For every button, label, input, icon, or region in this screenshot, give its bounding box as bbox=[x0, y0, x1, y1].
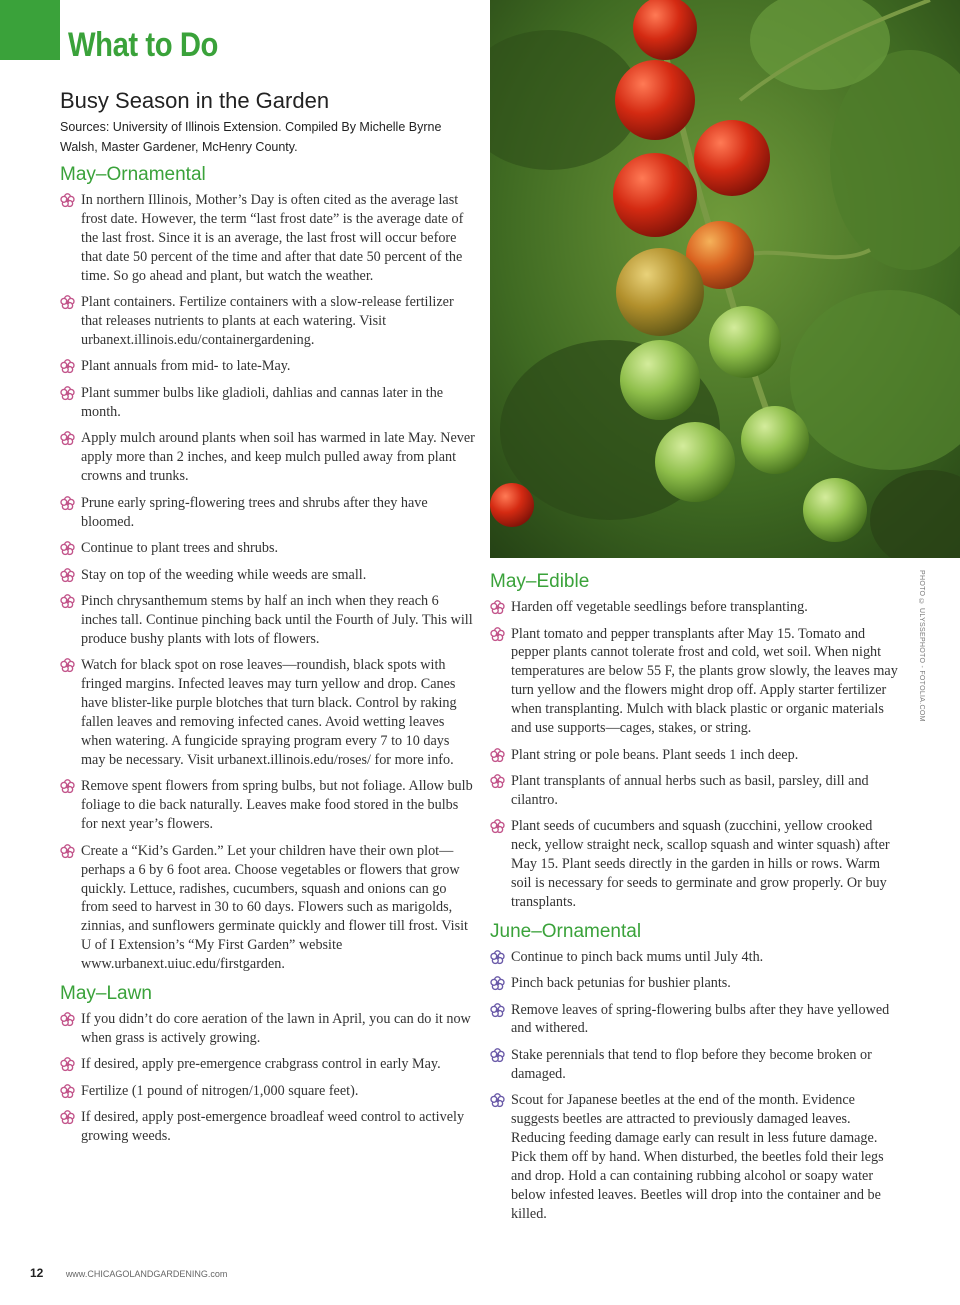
flower-bullet-icon bbox=[490, 1048, 505, 1063]
list-item-text: Pinch back petunias for bushier plants. bbox=[511, 975, 731, 992]
flower-bullet-icon bbox=[490, 1003, 505, 1018]
list-item-text: Remove leaves of spring-flowering bulbs after they have yellowed and withered. bbox=[511, 1001, 890, 1037]
right-column bbox=[490, 570, 900, 1231]
list-item-text: Stay on top of the weeding while weeds are small. bbox=[81, 566, 367, 583]
list-item-text: Plant seeds of cucumbers and squash (zucchini, yellow crooked neck, yellow straight neck, scallop squash and winter squash) after May 15. Plant seeds directly in the garden in hills or rows. Warm soil is necessary for seeds to germinate and grow properly. Or buy transplants. bbox=[511, 818, 890, 911]
list-item-text: Watch for black spot on rose leaves—roundish, black spots with fringed margins. Infected leaves may turn yellow and drop. Canes have blister-like purple blotches that turn black. Control by raking fallen leaves and removing infected canes. Avoid wetting leaves when watering. A fungicide spraying program every 7 to 10 days may be necessary. Visit urbanext.illinois.edu/roses/ for more info. bbox=[81, 657, 457, 768]
list-item bbox=[60, 1010, 475, 1048]
list-item-text: Prune early spring-flowering trees and shrubs after they have bloomed. bbox=[81, 494, 428, 530]
list-item-text: Plant containers. Fertilize containers with a slow-release fertilizer that releases nutrients to plants at each watering. Visit urbanext.illinois.edu/containergardening. bbox=[81, 294, 454, 348]
list-item bbox=[60, 592, 475, 649]
section-heading-may-ornamental: May–Ornamental bbox=[60, 164, 206, 185]
flower-bullet-icon bbox=[60, 359, 75, 374]
section-heading-june-ornamental: June–Ornamental bbox=[490, 920, 642, 942]
flower-bullet-icon bbox=[490, 748, 505, 763]
flower-bullet-icon bbox=[60, 431, 75, 446]
flower-bullet-icon bbox=[490, 976, 505, 991]
list-item bbox=[60, 191, 475, 286]
flower-bullet-icon bbox=[60, 779, 75, 794]
list-item-text: Fertilize (1 pound of nitrogen/1,000 square feet). bbox=[81, 1082, 359, 1099]
list-item bbox=[60, 566, 475, 585]
list-item bbox=[490, 1091, 900, 1223]
list-item bbox=[60, 656, 475, 769]
list-item bbox=[60, 1108, 475, 1146]
flower-bullet-icon bbox=[60, 1084, 75, 1099]
section-heading-may-edible: May–Edible bbox=[490, 571, 590, 592]
list-may-lawn bbox=[60, 1010, 475, 1146]
list-item bbox=[60, 539, 475, 558]
article-title: Busy Season in the Garden bbox=[60, 88, 330, 113]
list-item bbox=[490, 625, 900, 738]
flower-bullet-icon bbox=[490, 774, 505, 789]
tomato-photo bbox=[490, 0, 960, 558]
list-item-text: Plant tomato and pepper transplants after May 15. Tomato and pepper plants cannot tolerate frost and cold, wet soil. When night temperatures are below 55 F, the plants grow slowly, the leaves may turn yellow and the flowers might drop off. Apply starter fertilizer when transplanting. Mulch with black plastic or organic materials and use supports—cages, stakes, or string. bbox=[511, 625, 898, 737]
list-may-edible bbox=[490, 598, 900, 912]
list-item bbox=[60, 777, 475, 834]
flower-bullet-icon bbox=[60, 658, 75, 673]
list-item-text: If desired, apply post-emergence broadleaf weed control to actively growing weeds. bbox=[81, 1109, 465, 1144]
list-item-text: If you didn’t do core aeration of the lawn in April, you can do it now when grass is actively growing. bbox=[81, 1010, 471, 1046]
list-item bbox=[490, 772, 900, 810]
flower-bullet-icon bbox=[60, 295, 75, 310]
list-may-ornamental bbox=[60, 191, 475, 974]
flower-bullet-icon bbox=[60, 1057, 75, 1072]
list-june-ornamental bbox=[490, 948, 900, 1224]
header-accent-block bbox=[0, 0, 60, 60]
list-item-text: Plant annuals from mid- to late-May. bbox=[81, 358, 291, 375]
list-item bbox=[490, 1046, 900, 1084]
flower-bullet-icon bbox=[60, 386, 75, 401]
flower-bullet-icon bbox=[60, 193, 75, 208]
list-item-text: Scout for Japanese beetles at the end of the month. Evidence suggests beetles are attracted to previously damaged leaves. Reducing feeding damage early can result in less future damage. Pick them off by hand. When disturbed, the beetles fold their legs and drop. Hold a can containing rubbing alcohol or soapy water below infested leaves. Beetles will drop into the container and be killed. bbox=[511, 1092, 884, 1222]
list-item bbox=[60, 1082, 475, 1101]
footer-website: www.CHICAGOLANDGARDENING.com bbox=[65, 1269, 228, 1279]
left-column bbox=[60, 163, 475, 1153]
flower-bullet-icon bbox=[490, 627, 505, 642]
list-item-text: Stake perennials that tend to flop before they become broken or damaged. bbox=[511, 1046, 872, 1082]
page-number: 12 bbox=[30, 1266, 44, 1280]
list-item bbox=[60, 429, 475, 486]
list-item bbox=[60, 1055, 475, 1074]
list-item bbox=[490, 974, 900, 993]
flower-bullet-icon bbox=[60, 541, 75, 556]
flower-bullet-icon bbox=[490, 1093, 505, 1108]
flower-bullet-icon bbox=[60, 1012, 75, 1027]
list-item bbox=[60, 494, 475, 532]
flower-bullet-icon bbox=[60, 568, 75, 583]
list-item bbox=[60, 293, 475, 350]
flower-bullet-icon bbox=[60, 1110, 75, 1125]
section-header: What to Do bbox=[68, 26, 218, 64]
list-item bbox=[60, 842, 475, 974]
list-item bbox=[490, 746, 900, 765]
list-item bbox=[60, 357, 475, 376]
list-item-text: Continue to plant trees and shrubs. bbox=[81, 540, 279, 557]
flower-bullet-icon bbox=[60, 496, 75, 511]
flower-bullet-icon bbox=[490, 600, 505, 615]
list-item-text: Create a “Kid’s Garden.” Let your children have their own plot—perhaps a 6 by 6 foot area. Choose vegetables or flowers that grow quickly. Lettuce, radishes, cucumbers, squash and onions can go from seed to harvest in 30 to 60 days. Flowers such as marigolds, zinnias, and sunflowers germinate quickly and flower till frost. Visit U of I Extension’s “My First Garden” website www.urbanext.uiuc.edu/firstgarden. bbox=[81, 842, 468, 973]
list-item-text: Plant summer bulbs like gladioli, dahlias and cannas later in the month. bbox=[81, 384, 444, 420]
article-sources: Sources: University of Illinois Extension. Compiled By Michelle Byrne Walsh, Master Gardener, McHenry County. bbox=[60, 120, 442, 154]
list-item-text: Apply mulch around plants when soil has warmed in late May. Never apply more than 2 inches, and keep mulch pulled away from plant crowns and trunks. bbox=[81, 430, 475, 485]
list-item-text: Plant transplants of annual herbs such as basil, parsley, dill and cilantro. bbox=[511, 773, 869, 808]
list-item bbox=[490, 598, 900, 617]
list-item-text: Pinch chrysanthemum stems by half an inch when they reach 6 inches tall. Continue pinching back until the Fourth of July. This will produce bushy plants with lots of flowers. bbox=[81, 593, 473, 647]
flower-bullet-icon bbox=[490, 950, 505, 965]
flower-bullet-icon bbox=[60, 594, 75, 609]
list-item bbox=[490, 1001, 900, 1039]
flower-bullet-icon bbox=[60, 844, 75, 859]
list-item bbox=[490, 948, 900, 967]
list-item bbox=[490, 817, 900, 912]
list-item bbox=[60, 384, 475, 422]
page-footer bbox=[30, 1264, 227, 1282]
list-item-text: In northern Illinois, Mother’s Day is often cited as the average last frost date. However, the term “last frost date” is the average date of the last frost. Since it is an average, the last frost will occur before that date 50 percent of the time and after that date 50 percent of the time. So go ahead and plant, but watch the weather. bbox=[81, 192, 464, 284]
list-item-text: Harden off vegetable seedlings before transplanting. bbox=[511, 599, 808, 615]
list-item-text: Plant string or pole beans. Plant seeds 1 inch deep. bbox=[511, 746, 799, 763]
list-item-text: If desired, apply pre-emergence crabgrass control in early May. bbox=[81, 1056, 441, 1073]
section-heading-may-lawn: May–Lawn bbox=[60, 982, 152, 1004]
flower-bullet-icon bbox=[490, 819, 505, 834]
list-item-text: Remove spent flowers from spring bulbs, but not foliage. Allow bulb foliage to die back naturally. Leaves make food stored in the bulbs for next year’s flowers. bbox=[81, 778, 473, 833]
list-item-text: Continue to pinch back mums until July 4th. bbox=[511, 948, 764, 965]
photo-credit: PHOTO © ULYSSEPHOTO - FOTOLIA.COM bbox=[918, 570, 925, 722]
